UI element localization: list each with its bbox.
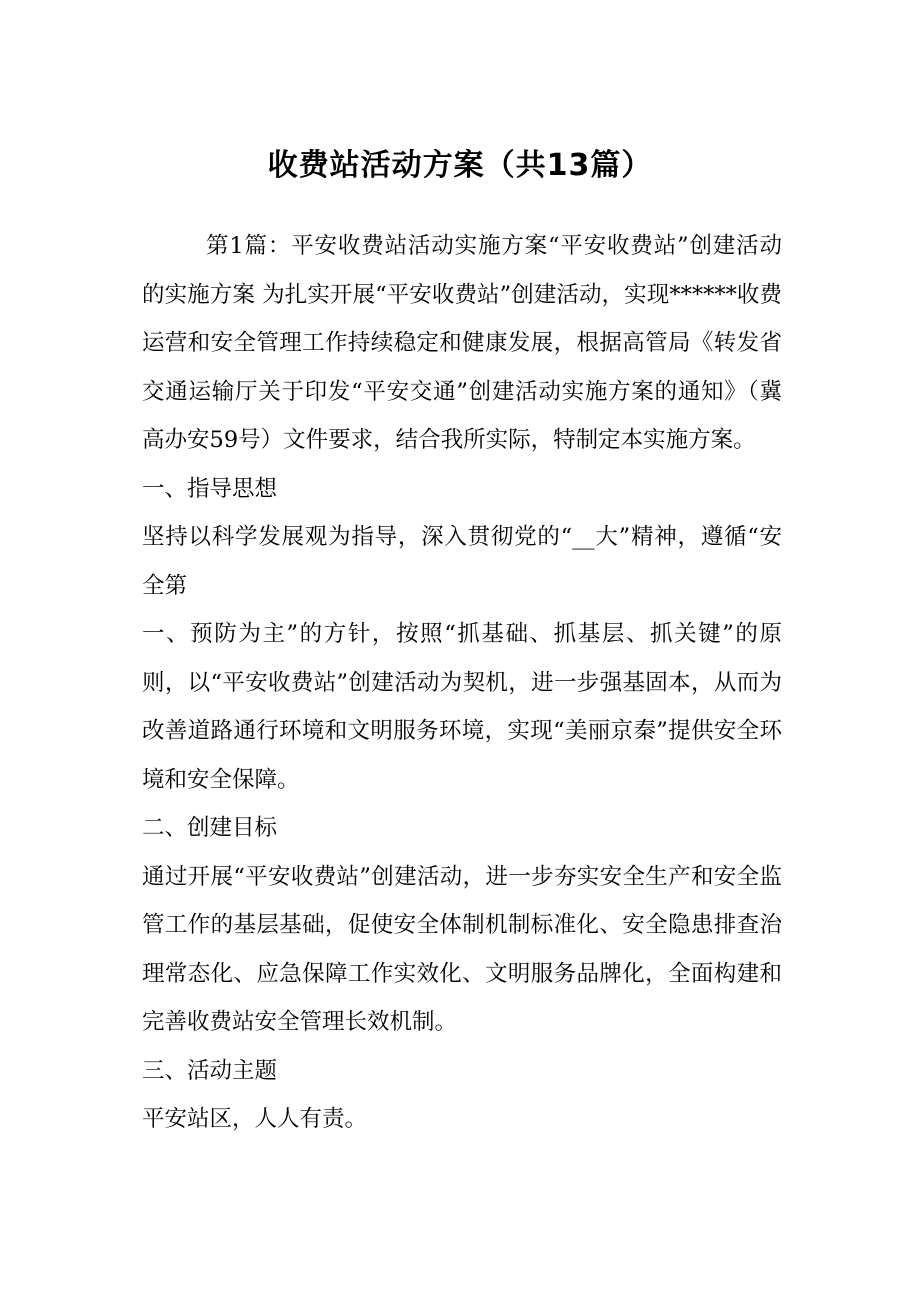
intro-paragraph: 第1篇：平安收费站活动实施方案“平安收费站”创建活动的实施方案 为扎实开展“平安收费站”创建活动，实现******收费运营和安全管理工作持续稳定和健康发展，根据高管局《转发省交通运输厅关于印发“平安交通”创建活动实施方案的通知》（冀高办安59号）文件要求，结合我所实际，特制定本实施方案。 [142, 233, 782, 453]
paragraph-guiding-ideology: 坚持以科学发展观为指导，深入贯彻党的“__大”精神，遵循“安全第 [142, 524, 782, 599]
paragraph-theme: 平安站区，人人有责。 [142, 1106, 368, 1132]
document-title: 收费站活动方案（共13篇） [267, 148, 653, 183]
paragraph-principles: 一、预防为主”的方针，按照“抓基础、抓基层、抓关键”的原则，以“平安收费站”创建活动为契机，进一步强基固本，从而为改善道路通行环境和文明服务环境，实现“美丽京秦”提供安全环境和安全保障。 [142, 621, 782, 793]
paragraph-goals: 通过开展“平安收费站”创建活动，进一步夯实安全生产和安全监管工作的基层基础，促使安全体制机制标准化、安全隐患排查治理常态化、应急保障工作实效化、文明服务品牌化，全面构建和完善收费站安全管理长效机制。 [142, 863, 782, 1035]
section-heading-theme: 三、活动主题 [142, 1057, 278, 1084]
section-heading-guiding-ideology: 一、指导思想 [142, 475, 278, 502]
document-body [142, 222, 782, 1144]
section-heading-goals: 二、创建目标 [142, 815, 278, 841]
